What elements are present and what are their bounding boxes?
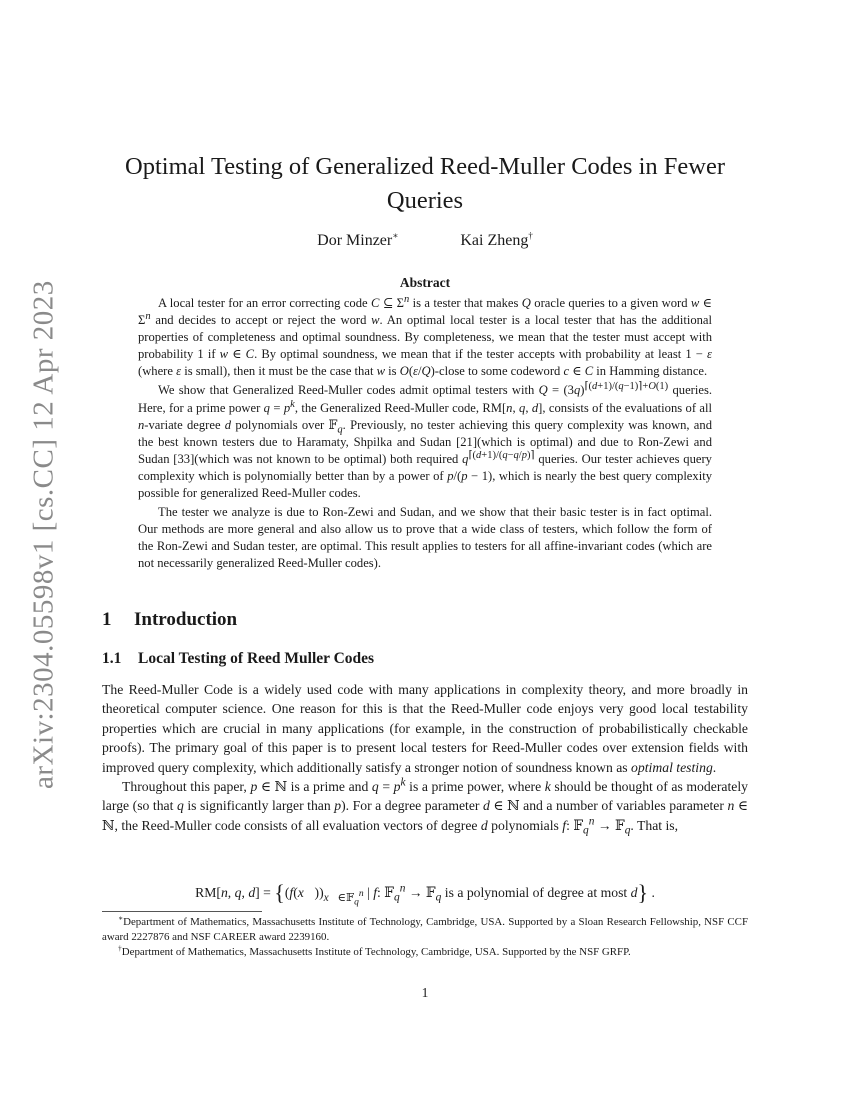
display-equation: RM[n, q, $d] = \{(f(x⃗))_{x⃗\in 𝔽_q^n}$ | f: 𝔽$_q^n$ → 𝔽$_q$ is a polynomial of degree at most d} . (195, 880, 655, 908)
footnote-rule (102, 911, 262, 912)
page-number: 1 (421, 985, 429, 1000)
body-text (102, 680, 748, 835)
abstract-paragraph: A local tester for an error correcting code C ⊆ $\Sigma^n$ is a tester that makes Q oracle queries to a given word w ∈ $\Sigma^n$ and decides to accept or reject the word w. An optimal local tester is a local tester that has the additional properties of completeness and optimal soundness. By completeness, we mean that the tester must accept with probability 1 if w ∈ C. By optimal soundness, we mean that if the tester accepts with probability at least 1 − ε (where ε is small), then it must be the case that w is O(ε/Q)-close to some codeword c ∈ C in Hamming distance. (138, 293, 712, 379)
author-2: Kai Zheng† (460, 230, 533, 249)
footnote: †Department of Mathematics, Massachusetts Institute of Technology, Cambridge, USA. Supported by the NSF GRFP. (118, 943, 631, 959)
paper-title: Optimal Testing of Generalized Reed-Muller Codes in Fewer Queries (125, 153, 725, 214)
body-paragraph: The Reed-Muller Code is a widely used code with many applications in complexity theory, and more broadly in theoretical computer science. One reason for this is that the Reed-Muller code enjoys very good local testability properties which are crucial in many applications (for example, in the construction of probabilistically checkable proofs). The primary goal of this paper is to present local testers for Reed-Muller codes over extension fields with improved query complexity, which additionally satisfy a stronger notion of soundness known as optimal testing. (102, 682, 748, 775)
arxiv-stamp: arXiv:2304.05598v1 [cs.CC] 12 Apr 2023 (27, 280, 60, 790)
abstract-paragraph: We show that Generalized Reed-Muller codes admit optimal testers with $Q = (3q)^{⌈(d+1)/(q-1)⌉+O(1)}$ queries. Here, for a prime power $q = p^k$, the Generalized Reed-Muller code, RM[n, q, d], consists of the evaluations of all n-variate degree d polynomials over 𝔽$_q$. Previously, no tester achieving this query complexity was known, and the best known testers due to Haramaty, Shpilka and Sudan [21](which is optimal) and due to Ron-Zewi and Sudan [33](which was not known to be optimal) both required $q^{⌈(d+1)/(q-q/p)⌉}$ queries. Our tester achieves query complexity which is polynomially better than by a power of p/(p − 1), which is nearly the best query complexity possible for generalized Reed-Muller codes. (138, 381, 713, 501)
footnote: ∗Department of Mathematics, Massachusetts Institute of Technology, Cambridge, USA. Supported by a Sloan Research Fellowship, NSF CCF award 2227876 and NSF CAREER award 2239160. (102, 913, 748, 944)
subsection-heading: 1.1 Local Testing of Reed Muller Codes (102, 650, 375, 667)
author-list (100, 232, 750, 250)
abstract-paragraph: The tester we analyze is due to Ron-Zewi and Sudan, and we show that their basic tester is in fact optimal. Our methods are more general and also allow us to prove that a wide class of testers, which follow the form of the Ron-Zewi and Sudan tester, are optimal. This result applies to testers for all affine-invariant codes (which are not necessarily generalized Reed-Muller codes). (138, 505, 712, 571)
abstract-body (138, 295, 712, 573)
body-paragraph: Throughout this paper, p ∈ ℕ is a prime and $q = p^k$ is a prime power, where k should be thought of as moderately large (so that q is significantly larger than p). For a degree parameter d ∈ ℕ and a number of variables parameter n ∈ ℕ, the Reed-Muller code consists of all evaluation vectors of degree d polynomials f: 𝔽$_q^n$ → 𝔽$_q$. That is, (102, 776, 748, 837)
abstract-heading: Abstract (399, 275, 451, 290)
author-1: Dor Minzer∗ (317, 230, 399, 249)
footnotes (102, 915, 748, 961)
section-heading: 1 Introduction (102, 609, 238, 630)
